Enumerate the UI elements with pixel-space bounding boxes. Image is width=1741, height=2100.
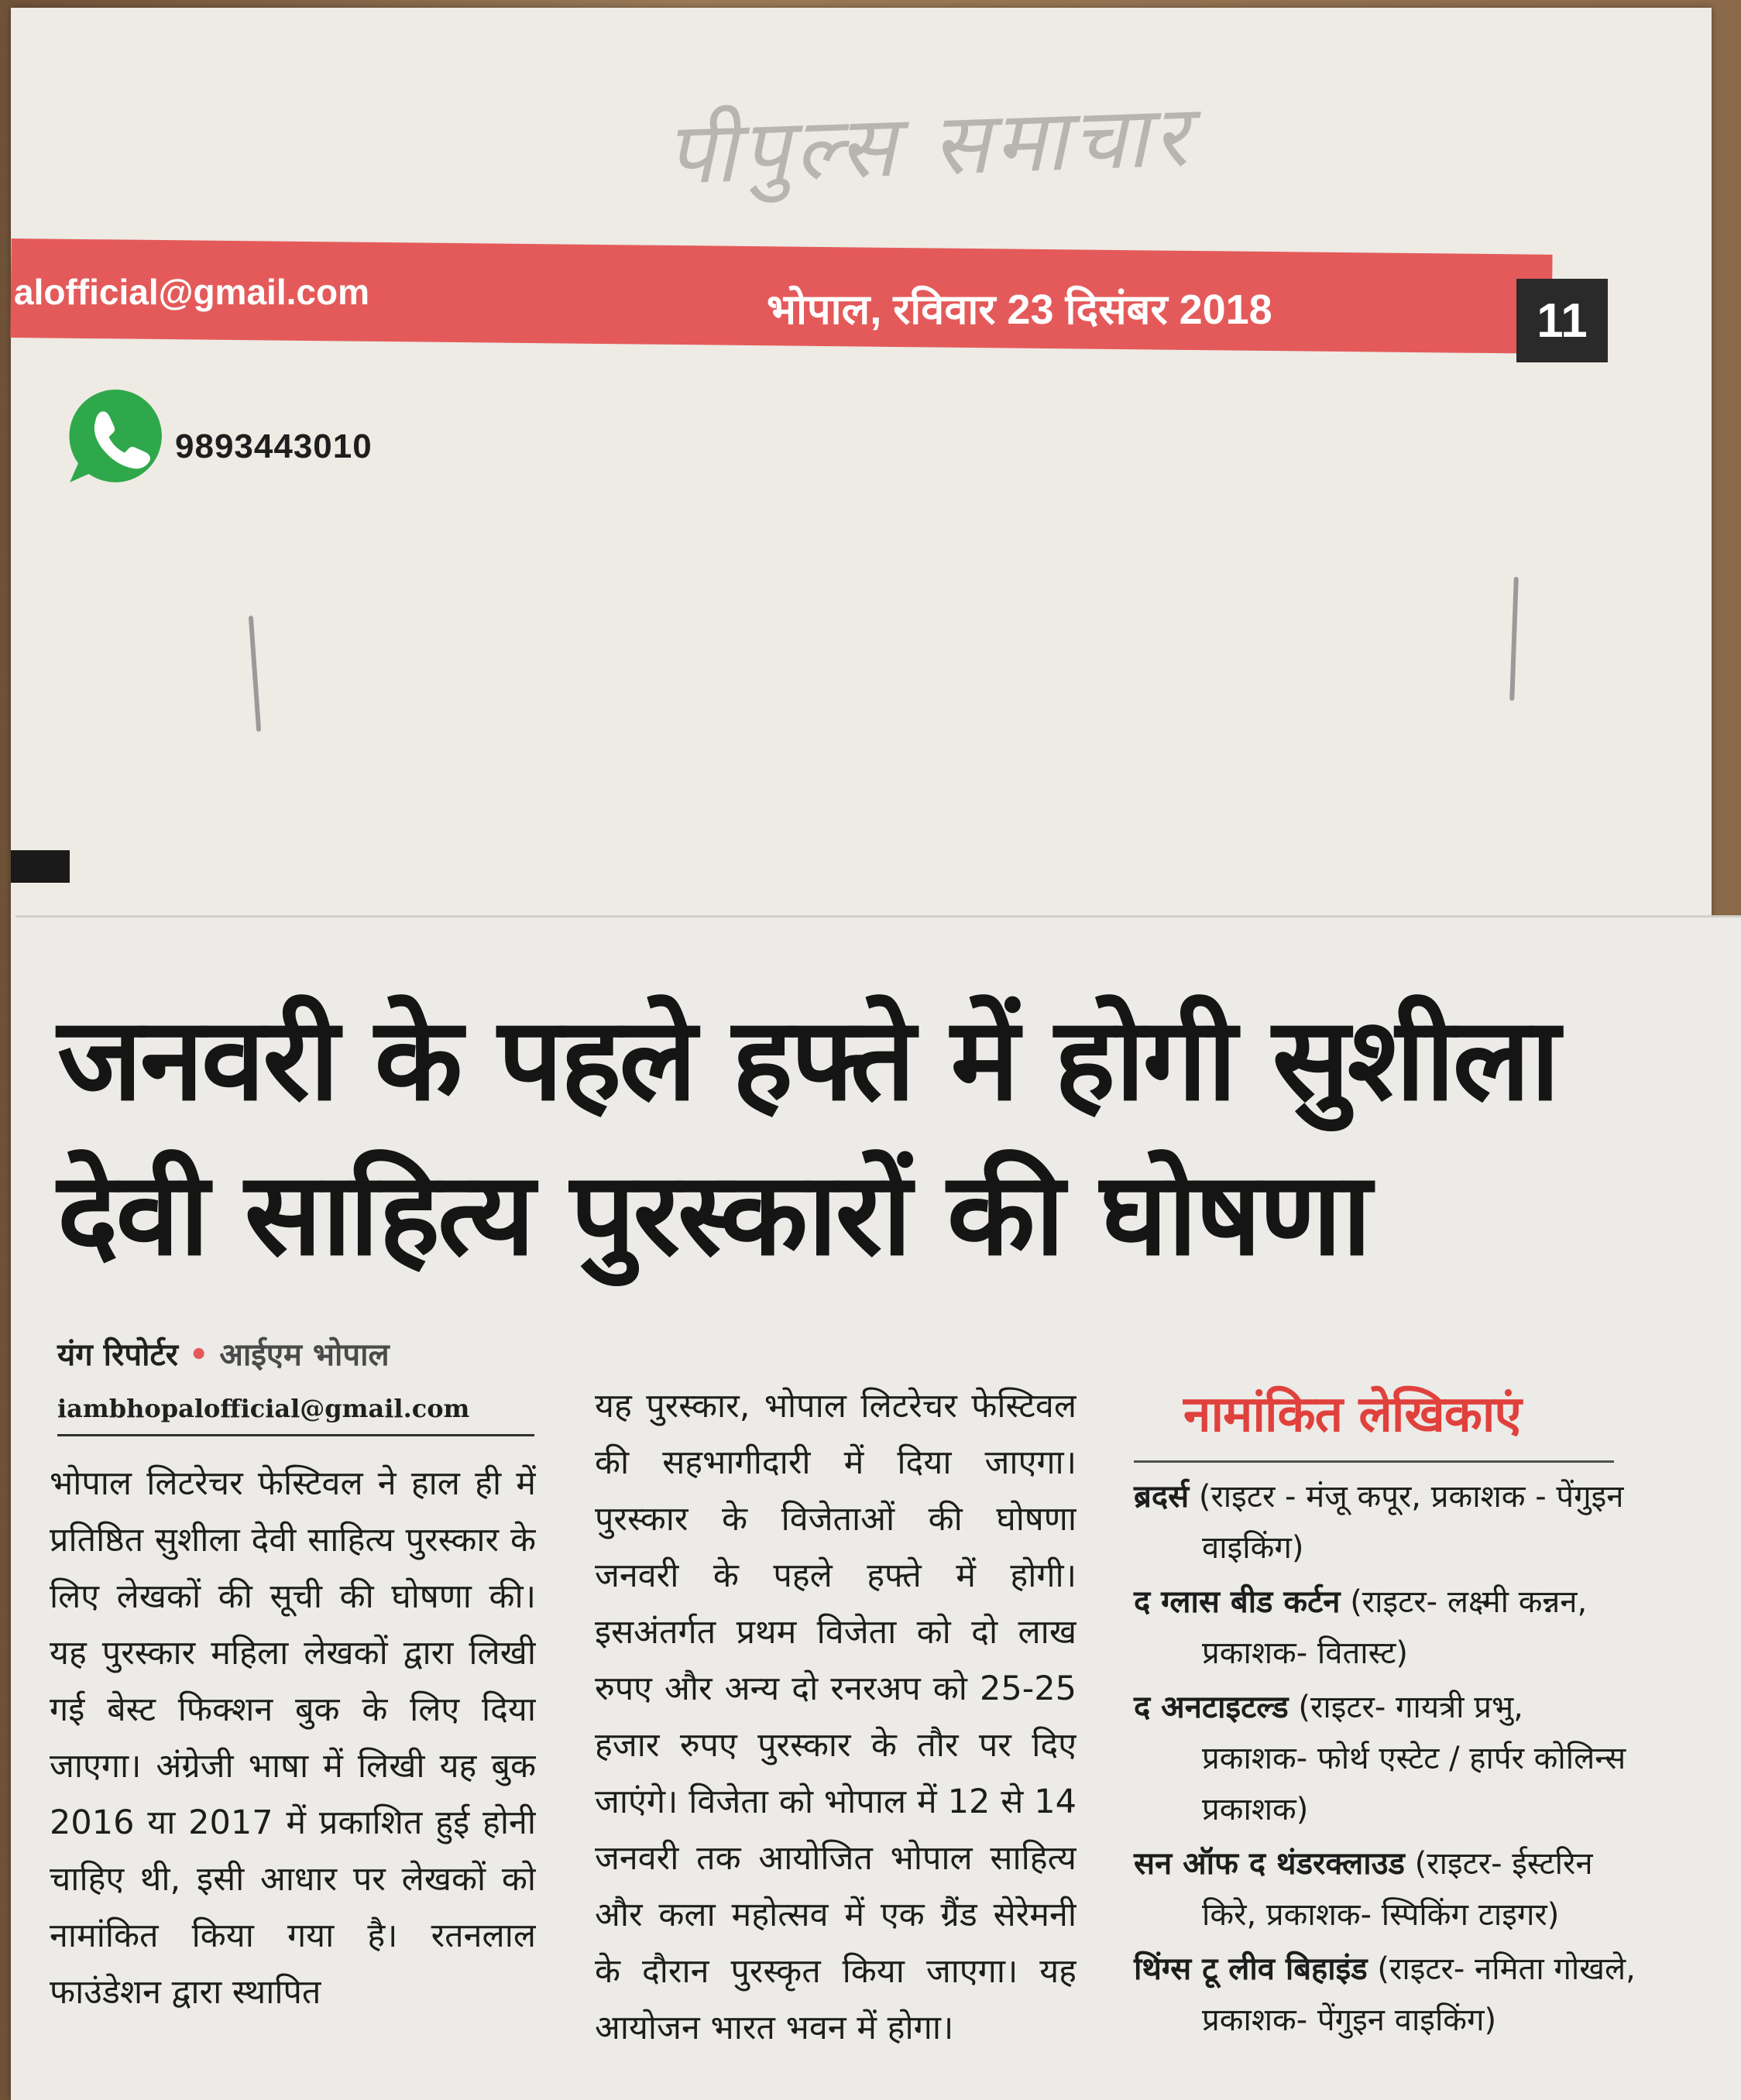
nominee-item <box>1134 1944 1637 2046</box>
nominee-book: थिंग्स टू लीव बिहाइंड <box>1134 1951 1368 1987</box>
whatsapp-number: 9893443010 <box>175 427 373 465</box>
nominee-details: (राइटर- ईस्टरिन किरे, प्रकाशक- स्पिकिंग टाइगर) <box>1202 1846 1593 1933</box>
header-email: alofficial@gmail.com <box>14 272 369 312</box>
paper-fold <box>15 915 1741 918</box>
nominee-item <box>1134 1838 1637 1940</box>
nominee-details: (राइटर- नमिता गोखले, प्रकाशक- पेंगुइन वाइकिंग) <box>1202 1951 1636 2038</box>
page-number: 11 <box>1516 279 1608 362</box>
headline: जनवरी के पहले हफ्ते में होगी सुशीला देवी साहित्य पुरस्कारों की घोषणा <box>57 993 1558 1281</box>
handwritten-note: पीपुल्स समाचार <box>664 86 1194 204</box>
nominee-details: (राइटर- लक्ष्मी कन्नन, प्रकाशक- वितास्ट) <box>1202 1584 1588 1671</box>
whatsapp-icon <box>64 383 169 489</box>
nominee-details: (राइटर - मंजू कपूर, प्रकाशक - पेंगुइन वाइकिंग) <box>1198 1479 1624 1566</box>
nominee-item <box>1134 1577 1637 1679</box>
nominee-book: सन ऑफ द थंडरक्लाउड <box>1134 1846 1405 1882</box>
article-column-2: यह पुरस्कार, भोपाल लिटरेचर फेस्टिवल की सहभागीदारी में दिया जाएगा। पुरस्कार के विजेताओं की घोषणा जनवरी के पहले हफ्ते में होगी। इसअंतर्गत प्रथम विजेता को दो लाख रुपए और अन्य दो रनरअप को 25-25 हजार रुपए पुरस्कार के तौर पर दिए जाएंगे। विजेता को भोपाल में 12 से 14 जनवरी तक आयोजित भोपाल साहित्य और कला महोत्सव में एक ग्रैंड सेरेमनी के दौरान पुरस्कृत किया जाएगा। यह आयोजन भारत भवन में होगा। <box>595 1387 1077 2047</box>
sidebar-divider <box>1134 1460 1614 1463</box>
nominee-details: (राइटर- गायत्री प्रभु, प्रकाशक- फोर्थ एस्टेट / हार्पर कोलिन्स प्रकाशक) <box>1202 1690 1626 1827</box>
nominee-item <box>1134 1471 1637 1573</box>
nominee-book: द ग्लास बीड कर्टन <box>1134 1584 1341 1620</box>
nominees-list <box>1134 1471 1637 2049</box>
dateline: भोपाल, रविवार 23 दिसंबर 2018 <box>767 287 1272 333</box>
nominee-item <box>1134 1682 1637 1835</box>
section-marker <box>11 850 70 883</box>
byline <box>57 1332 390 1374</box>
reporter-email: iambhopalofficial@gmail.com <box>57 1394 534 1436</box>
byline-place: आईएम भोपाल <box>219 1337 390 1373</box>
nominee-book: द अनटाइटल्ड <box>1134 1690 1289 1725</box>
nominees-title: नामांकित लेखिकाएं <box>1183 1386 1521 1443</box>
bullet-dot: • <box>188 1337 220 1373</box>
nominee-book: ब्रदर्स <box>1134 1479 1190 1515</box>
byline-reporter: यंग रिपोर्टर <box>57 1337 178 1373</box>
article-column-1: भोपाल लिटरेचर फेस्टिवल ने हाल ही में प्रतिष्ठित सुशीला देवी साहित्य पुरस्कार के लिए लेखकों की सूची की घोषणा की। यह पुरस्कार महिला लेखकों द्वारा लिखी गई बेस्ट फिक्शन बुक के लिए दिया जाएगा। अंग्रेजी भाषा में लिखी यह बुक 2016 या 2017 में प्रकाशित हुई होनी चाहिए थी, इसी आधार पर लेखकों को नामांकित किया गया है। रतनलाल फाउंडेशन द्वारा स्थापित <box>50 1464 536 2012</box>
